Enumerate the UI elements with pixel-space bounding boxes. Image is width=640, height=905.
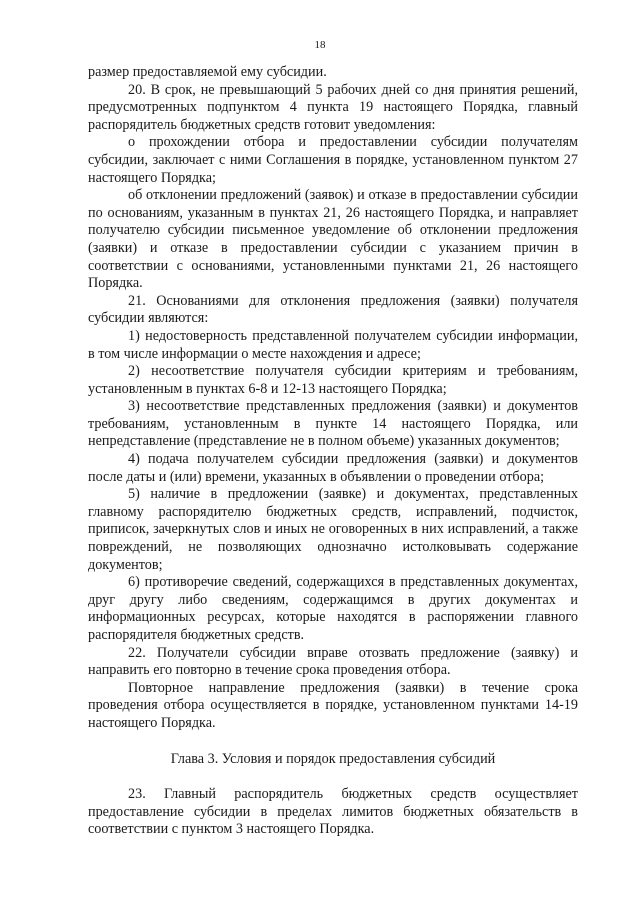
page-number: 18 bbox=[314, 39, 326, 51]
paragraph-ground-3: 3) несоответствие представленных предложения (заявки) и документов требованиям, установленным в пункте 14 настоящего Порядка, или непредставление (представление не в полном объеме) указанных документов; bbox=[88, 398, 578, 450]
paragraph-item-23: 23. Главный распорядитель бюджетных средств осуществляет предоставление субсидии в пределах лимитов бюджетных обязательств в соответствии с пунктом 3 настоящего Порядка. bbox=[88, 786, 578, 838]
chapter-heading: Глава 3. Условия и порядок предоставления субсидий bbox=[170, 750, 496, 767]
paragraph-ground-2: 2) несоответствие получателя субсидии критериям и требованиям, установленным в пунктах 6-8 и 12-13 настоящего Порядка; bbox=[88, 363, 578, 397]
paragraph-notice-approval: о прохождении отбора и предоставлении субсидии получателям субсидии, заключает с ними Соглашения в порядке, установленном пунктом 27 настоящего Порядка; bbox=[88, 134, 578, 186]
paragraph-ground-5: 5) наличие в предложении (заявке) и документах, представленных главному распорядителю бюджетных средств, исправлений, подчисток, приписок, зачеркнутых слов и иных не оговоренных в них исправлений, а также повреждений, не позволяющих однозначно истолковывать содержание документов; bbox=[88, 486, 578, 573]
document-body bbox=[88, 64, 578, 839]
paragraph-ground-1: 1) недостоверность представленной получателем субсидии информации, в том числе информации о месте нахождения и адресе; bbox=[88, 327, 578, 362]
paragraph-notice-rejection: об отклонении предложений (заявок) и отказе в предоставлении субсидии по основаниям, указанным в пунктах 21, 26 настоящего Порядка, и направляет получателю субсидии письменное уведомление об отклонении предложения (заявки) и отказе в предоставлении субсидии с указанием причин в соответствии с основаниями, установленными пунктами 21, 26 настоящего Порядка. bbox=[88, 187, 578, 292]
paragraph-ground-6: 6) противоречие сведений, содержащихся в представленных документах, друг другу либо сведениям, содержащимся в других документах и информационных ресурсах, которые находятся в распоряжении главного распорядителя бюджетных средств. bbox=[88, 574, 578, 643]
paragraph-item-20: 20. В срок, не превышающий 5 рабочих дней со дня принятия решений, предусмотренных подпунктом 4 пункта 19 настоящего Порядка, главный распорядитель бюджетных средств готовит уведомления: bbox=[88, 81, 578, 133]
paragraph-resubmission: Повторное направление предложения (заявки) в течение срока проведения отбора осуществляется в порядке, установленном пунктами 14-19 настоящего Порядка. bbox=[88, 679, 578, 731]
paragraph-item-22: 22. Получатели субсидии вправе отозвать предложение (заявку) и направить его повторно в течение срока проведения отбора. bbox=[88, 644, 578, 679]
paragraph-continuation: размер предоставляемой ему субсидии. bbox=[88, 64, 327, 80]
paragraph-ground-4: 4) подача получателем субсидии предложения (заявки) и документов после даты и (или) времени, указанных в объявлении о проведении отбора; bbox=[88, 451, 578, 485]
paragraph-item-21: 21. Основаниями для отклонения предложения (заявки) получателя субсидии являются: bbox=[88, 292, 578, 327]
